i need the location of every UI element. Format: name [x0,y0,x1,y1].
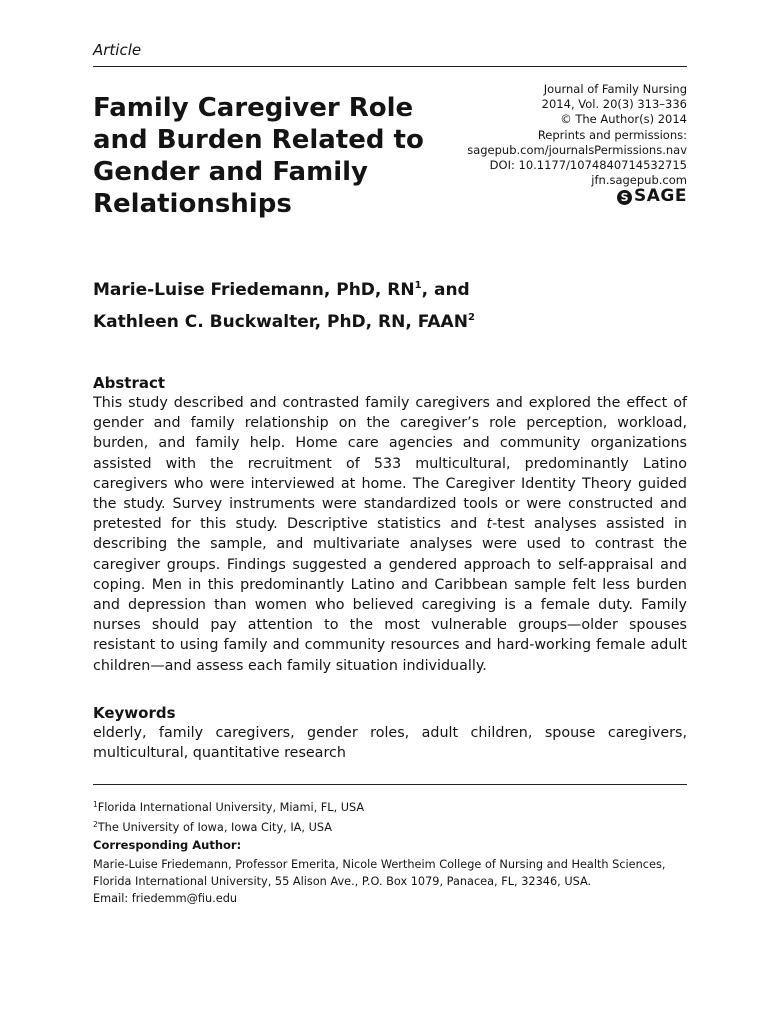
permissions-link[interactable]: sagepub.com/journalsPermissions.nav [467,142,687,157]
sage-s-icon: S [617,190,632,205]
affiliation-text: The University of Iowa, Iowa City, IA, USA [97,821,332,834]
journal-citation: 2014, Vol. 20(3) 313–336 [541,97,687,112]
abstract-text: This study described and contrasted family caregivers and explored the effect of gender and family relationship on the caregiver’s role perception, workload, burden, and family help. Home care agencies and community organizations assisted with the recruitment of 533 multicultural, predominantly Latino caregivers who were interviewed at home. The Caregiver Identity Theory guided the study. Survey instruments were standardized tools or were constructed and pretested for this study. Descriptive statistics and [93,395,687,533]
corresponding-author-details [93,856,687,907]
article-title: Family Caregiver Role and Burden Related to Gender and Family Relationships [93,93,424,219]
corresponding-author-heading: Corresponding Author: [93,838,242,852]
journal-name: Journal of Family Nursing [543,82,687,96]
article-type-label: Article [93,41,142,59]
affiliation-text: Florida International University, Miami, FL, USA [97,801,365,814]
reprints-label: Reprints and permissions: [537,127,687,142]
article-first-page [93,0,687,1024]
doi-line[interactable]: DOI: 10.1177/1074840714532715 [489,158,687,173]
affiliation-item [93,816,364,836]
abstract-body [93,393,687,676]
affiliation-marker: 2 [467,312,475,323]
corresponding-author-address: Marie-Luise Friedemann, Professor Emerita, Nicole Wertheim College of Nursing and Health Sciences, Florida International University, 55 Alison Ave., P.O. Box 1079, Panacea, FL, 32346, USA. [93,858,666,888]
affiliation-marker: 1 [414,280,422,291]
affiliation-item [93,796,364,816]
author-name: Kathleen C. Buckwalter, PhD, RN, FAAN [93,312,468,332]
corresponding-author-email[interactable]: Email: friedemm@fiu.edu [93,892,238,905]
abstract-text-continued: -test analyses assisted in describing the sample, and multivariate analyses were used to contrast the caregiver groups. Findings suggested a gendered approach to self-appraisal and coping. Men in this predominantly Latino and Caribbean sample felt less burden and depression than women who believed caregiving is a female duty. Family nurses should pay attention to the most vulnerable groups—older spouses resistant to using family and community resources and hard-working female adult children—and assess each family situation individually. [93,516,687,674]
sage-logo [417,186,687,207]
author-name: Marie-Luise Friedemann, PhD, RN [93,280,415,300]
affiliation-marker: 1 [93,800,98,809]
copyright-line: © The Author(s) 2014 [560,112,687,127]
journal-site-link[interactable]: jfn.sagepub.com [591,173,687,188]
keywords-heading: Keywords [93,704,176,722]
abstract-heading: Abstract [93,374,166,392]
affiliation-list [93,796,364,836]
abstract-italic-term: t [486,516,493,533]
author-line [93,304,475,336]
journal-info [417,82,687,205]
author-separator: , and [421,280,470,300]
footnote-rule [93,784,687,785]
affiliation-marker: 2 [93,820,98,829]
sage-wordmark: SAGE [634,186,687,207]
author-list [93,272,475,336]
keywords-body: elderly, family caregivers, gender roles, adult children, spouse caregivers, multicultural, quantitative research [93,725,687,762]
author-line [93,272,475,304]
header-rule [93,66,687,67]
